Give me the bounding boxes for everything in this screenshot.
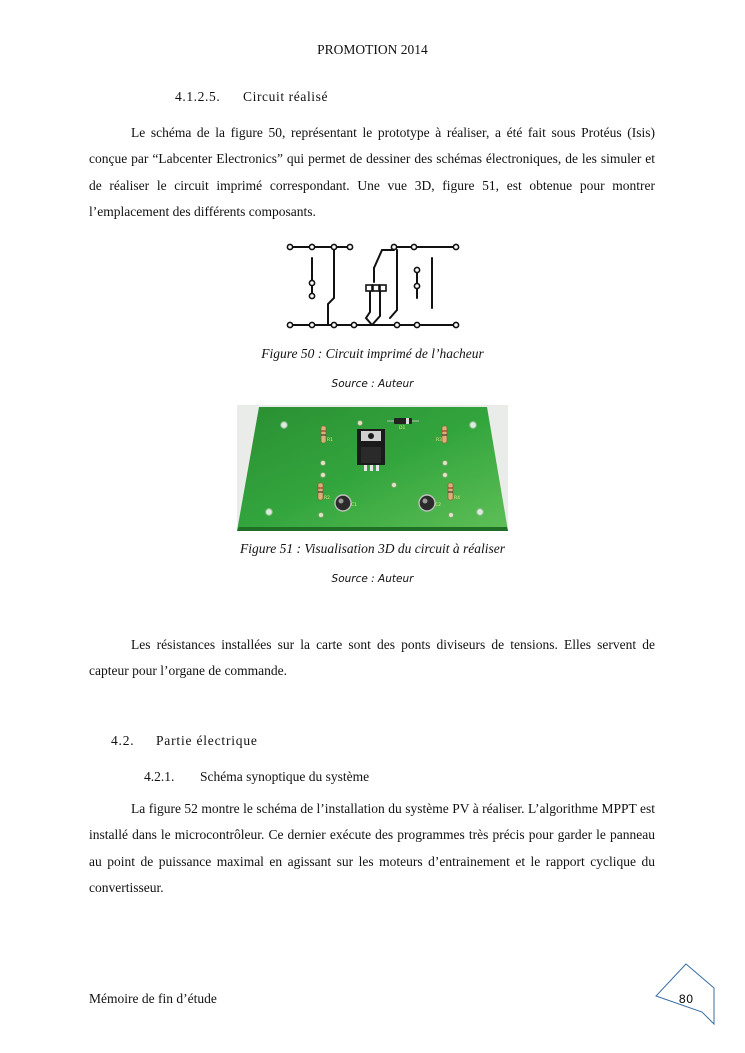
section-heading-421 bbox=[144, 769, 369, 785]
silkscreen-label: C1 bbox=[351, 503, 358, 508]
pad bbox=[443, 473, 448, 478]
pad bbox=[453, 244, 458, 249]
silkscreen-label: R3 bbox=[436, 438, 442, 443]
pad bbox=[347, 244, 352, 249]
paragraph-resistors bbox=[89, 632, 655, 685]
trace bbox=[366, 290, 372, 325]
paragraph-synoptic bbox=[89, 796, 655, 901]
resistor-r3 bbox=[442, 426, 447, 443]
section-title: Partie électrique bbox=[156, 733, 258, 748]
figure-51-source: Source : Auteur bbox=[331, 573, 414, 585]
mounting-hole bbox=[477, 509, 483, 515]
pad bbox=[414, 283, 419, 288]
trace bbox=[390, 250, 397, 318]
section-number: 4.1.2.5. bbox=[175, 89, 221, 104]
pad bbox=[449, 513, 454, 518]
pad bbox=[309, 293, 314, 298]
page-number: 80 bbox=[678, 992, 694, 1006]
paragraph-text: La figure 52 montre le schéma de l’installation du système PV à réaliser. L’algorithme MPPT est installé dans le microcontrôleur. Ce dernier exécute des programmes très précis pour garder le panneau au point de puissance maximal en agissant sur les moteurs d’entrainement et le rapport cyclique du convertisseur. bbox=[89, 801, 655, 895]
trace bbox=[372, 290, 380, 325]
figure-50-caption: Figure 50 : Circuit imprimé de l’hacheur bbox=[261, 346, 484, 361]
trace bbox=[374, 250, 394, 268]
pad bbox=[411, 244, 416, 249]
transistor-to220 bbox=[357, 429, 385, 471]
mounting-hole bbox=[266, 509, 272, 515]
pad bbox=[414, 322, 419, 327]
silkscreen-label: R1 bbox=[327, 438, 333, 443]
pad bbox=[453, 322, 458, 327]
pad bbox=[443, 461, 448, 466]
resistor-r2 bbox=[318, 483, 323, 500]
pad bbox=[331, 322, 336, 327]
section-number: 4.2.1. bbox=[144, 769, 175, 784]
silkscreen-label: C2 bbox=[435, 503, 442, 508]
figure-50-pcb-layout bbox=[284, 238, 462, 332]
pad-square bbox=[380, 285, 386, 291]
board-edge bbox=[237, 527, 508, 531]
resistor-r4 bbox=[448, 483, 453, 500]
capacitor-c1 bbox=[335, 495, 351, 511]
pad bbox=[321, 461, 326, 466]
pad bbox=[309, 322, 314, 327]
paragraph-intro bbox=[89, 120, 655, 225]
mounting-hole bbox=[470, 422, 476, 428]
pad-square bbox=[373, 285, 379, 291]
silkscreen-label: D1 bbox=[399, 426, 406, 431]
pad bbox=[321, 473, 326, 478]
pad bbox=[309, 280, 314, 285]
section-number: 4.2. bbox=[111, 733, 135, 748]
pad-square bbox=[366, 285, 372, 291]
section-title: Schéma synoptique du système bbox=[200, 769, 370, 784]
figure-50-source: Source : Auteur bbox=[331, 378, 414, 390]
section-heading-42 bbox=[111, 733, 258, 749]
paragraph-text: Les résistances installées sur la carte sont des ponts diviseurs de tensions. Elles servent de capteur pour l’organe de commande. bbox=[89, 637, 655, 679]
pad bbox=[287, 322, 292, 327]
silkscreen-label: R2 bbox=[324, 496, 330, 501]
pad bbox=[414, 267, 419, 272]
pad bbox=[394, 322, 399, 327]
pad bbox=[358, 421, 363, 426]
mounting-hole bbox=[281, 422, 287, 428]
section-heading-4125 bbox=[175, 89, 328, 105]
pad bbox=[331, 244, 336, 249]
section-title: Circuit réalisé bbox=[243, 89, 329, 104]
pad bbox=[392, 483, 397, 488]
trace bbox=[328, 247, 334, 325]
pad bbox=[287, 244, 292, 249]
figure-51-3d-pcb bbox=[237, 405, 508, 531]
pad bbox=[309, 244, 314, 249]
resistor-r1 bbox=[321, 426, 326, 443]
pad bbox=[391, 244, 396, 249]
pad bbox=[351, 322, 356, 327]
paragraph-text: Le schéma de la figure 50, représentant le prototype à réaliser, a été fait sous Protéus (Isis) conçue par “Labcenter Electronics” qui permet de dessiner des schémas électroniques, de les simuler et de réaliser le circuit imprimé correspondant. Une vue 3D, figure 51, est obtenue pour montrer l’emplacement des différents composants. bbox=[89, 125, 655, 219]
page-footer: Mémoire de fin d’étude bbox=[89, 991, 217, 1006]
figure-51-caption: Figure 51 : Visualisation 3D du circuit à réaliser bbox=[240, 541, 505, 556]
capacitor-c2 bbox=[419, 495, 435, 511]
page-header: PROMOTION 2014 bbox=[317, 42, 428, 57]
silkscreen-label: R4 bbox=[454, 496, 460, 501]
pad bbox=[319, 513, 324, 518]
